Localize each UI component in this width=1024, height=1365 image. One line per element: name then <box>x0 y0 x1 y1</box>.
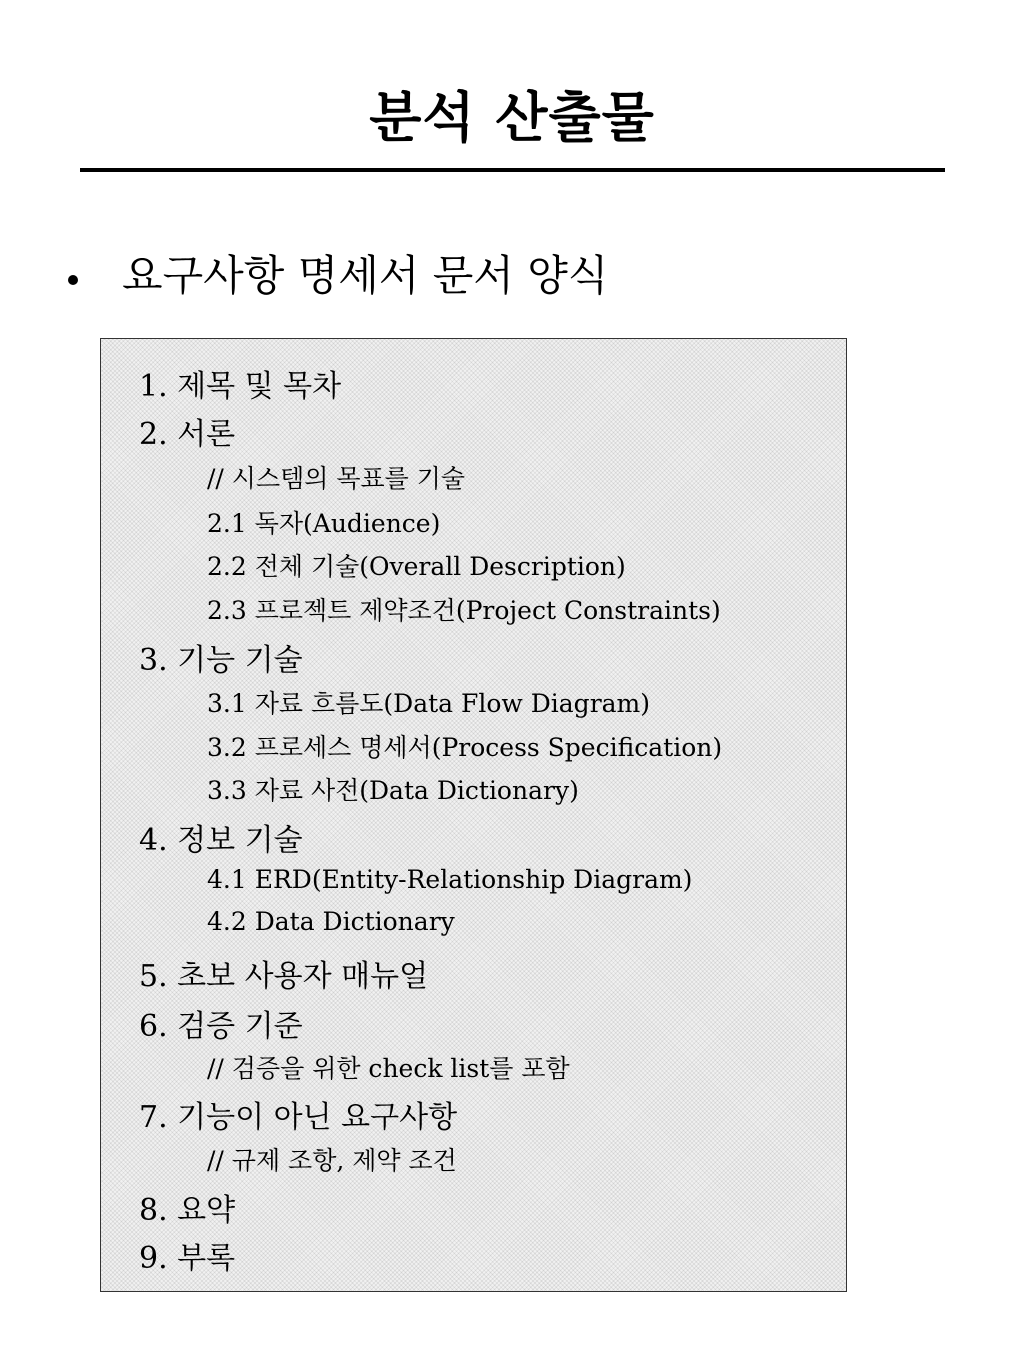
toc-subitem: 2.3 프로젝트 제약조건(Project Constraints) <box>207 596 721 625</box>
toc-item: 2. 서론 <box>139 417 236 452</box>
toc-subitem: // 규제 조항, 제약 조건 <box>207 1146 457 1175</box>
toc-item: 8. 요약 <box>139 1193 236 1228</box>
toc-item: 5. 초보 사용자 매뉴얼 <box>139 959 429 994</box>
toc-subitem: 3.1 자료 흐름도(Data Flow Diagram) <box>207 689 651 718</box>
toc-subitem: 4.2 Data Dictionary <box>207 907 455 936</box>
bullet-dot-icon <box>68 275 78 285</box>
toc-box <box>100 338 847 1292</box>
bullet-item <box>68 246 608 306</box>
toc-subitem: // 검증을 위한 check list를 포함 <box>207 1054 570 1083</box>
toc-item: 1. 제목 및 목차 <box>139 369 342 404</box>
toc-item: 7. 기능이 아닌 요구사항 <box>139 1100 458 1135</box>
toc-subitem: 3.3 자료 사전(Data Dictionary) <box>207 776 579 805</box>
toc-item: 3. 기능 기술 <box>139 643 303 678</box>
toc-item: 6. 검증 기준 <box>139 1009 303 1044</box>
title-divider <box>80 168 945 172</box>
bullet-text: 요구사항 명세서 문서 양식 <box>122 251 609 300</box>
toc-subitem: 3.2 프로세스 명세서(Process Specification) <box>207 733 723 762</box>
toc-subitem: // 시스템의 목표를 기술 <box>207 464 466 493</box>
page-title: 분석 산출물 <box>369 86 655 149</box>
toc-subitem: 2.2 전체 기술(Overall Description) <box>207 552 626 581</box>
toc-item: 9. 부록 <box>139 1241 236 1276</box>
toc-subitem: 2.1 독자(Audience) <box>207 509 441 538</box>
toc-item: 4. 정보 기술 <box>139 823 303 858</box>
toc-subitem: 4.1 ERD(Entity-Relationship Diagram) <box>207 865 693 894</box>
